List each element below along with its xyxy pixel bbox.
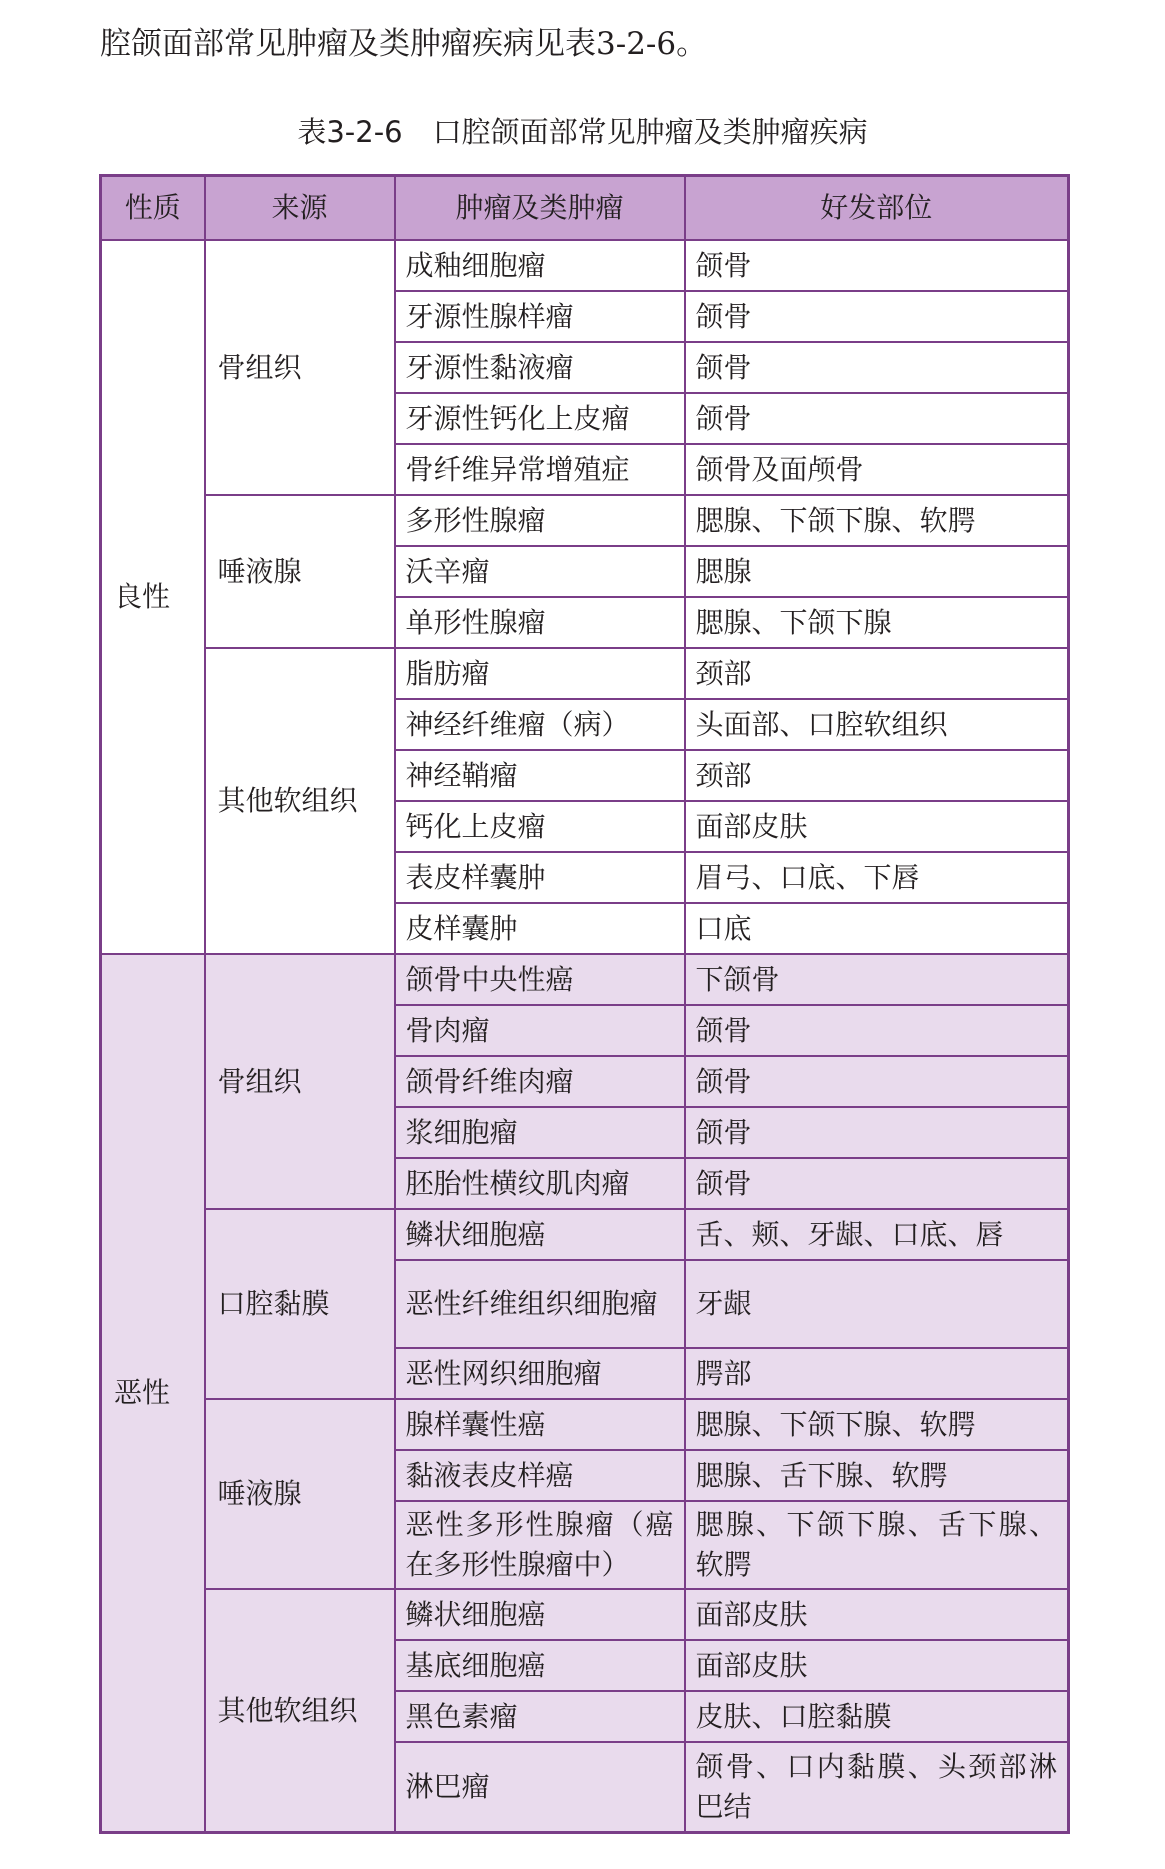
benign-section bbox=[101, 240, 1069, 954]
site-cell: 下颌骨 bbox=[685, 954, 1069, 1005]
source-cell: 唾液腺 bbox=[205, 495, 395, 648]
source-cell: 口腔黏膜 bbox=[205, 1209, 395, 1399]
table-row bbox=[101, 1589, 1069, 1640]
intro-text: 腔颌面部常见肿瘤及类肿瘤疾病见表3-2-6。 bbox=[100, 26, 708, 62]
tumor-cell: 颌骨中央性癌 bbox=[395, 954, 685, 1005]
site-cell: 舌、颊、牙龈、口底、唇 bbox=[685, 1209, 1069, 1260]
tumor-cell: 胚胎性横纹肌肉瘤 bbox=[395, 1158, 685, 1209]
site-cell: 腮腺、下颌下腺 bbox=[685, 597, 1069, 648]
source-cell: 其他软组织 bbox=[205, 1589, 395, 1833]
tumor-cell: 成釉细胞瘤 bbox=[395, 240, 685, 291]
header-source: 来源 bbox=[205, 176, 395, 241]
tumor-cell: 恶性网织细胞瘤 bbox=[395, 1348, 685, 1399]
site-cell: 颌骨 bbox=[685, 1158, 1069, 1209]
tumor-cell: 表皮样囊肿 bbox=[395, 852, 685, 903]
nature-benign: 良性 bbox=[101, 240, 205, 954]
site-cell: 腭部 bbox=[685, 1348, 1069, 1399]
header-tumor: 肿瘤及类肿瘤 bbox=[395, 176, 685, 241]
table-title: 口腔颌面部常见肿瘤及类肿瘤疾病 bbox=[432, 115, 868, 149]
site-cell: 眉弓、口底、下唇 bbox=[685, 852, 1069, 903]
header-nature: 性质 bbox=[101, 176, 205, 241]
site-cell: 口底 bbox=[685, 903, 1069, 954]
table-row bbox=[101, 1399, 1069, 1450]
site-cell: 腮腺 bbox=[685, 546, 1069, 597]
source-cell: 其他软组织 bbox=[205, 648, 395, 954]
site-cell: 腮腺、舌下腺、软腭 bbox=[685, 1450, 1069, 1501]
site-cell: 皮肤、口腔黏膜 bbox=[685, 1691, 1069, 1742]
tumor-cell: 骨纤维异常增殖症 bbox=[395, 444, 685, 495]
site-cell: 腮腺、下颌下腺、软腭 bbox=[685, 1399, 1069, 1450]
table-number: 表3-2-6 bbox=[297, 115, 403, 149]
tumor-cell: 骨肉瘤 bbox=[395, 1005, 685, 1056]
tumor-cell: 腺样囊性癌 bbox=[395, 1399, 685, 1450]
tumor-cell: 牙源性腺样瘤 bbox=[395, 291, 685, 342]
tumor-cell: 神经鞘瘤 bbox=[395, 750, 685, 801]
table-row bbox=[101, 240, 1069, 291]
tumor-cell: 牙源性钙化上皮瘤 bbox=[395, 393, 685, 444]
site-cell: 颌骨 bbox=[685, 1056, 1069, 1107]
site-cell: 颌骨 bbox=[685, 1107, 1069, 1158]
site-cell: 颌骨 bbox=[685, 240, 1069, 291]
header-row bbox=[101, 176, 1069, 241]
table-caption bbox=[0, 112, 1165, 152]
tumor-table bbox=[99, 174, 1070, 1834]
site-cell: 牙龈 bbox=[685, 1260, 1069, 1348]
site-cell: 腮腺、下颌下腺、舌下腺、软腭 bbox=[685, 1501, 1069, 1589]
tumor-cell: 基底细胞癌 bbox=[395, 1640, 685, 1691]
header-site: 好发部位 bbox=[685, 176, 1069, 241]
site-cell: 颈部 bbox=[685, 750, 1069, 801]
tumor-cell: 黏液表皮样癌 bbox=[395, 1450, 685, 1501]
tumor-cell: 浆细胞瘤 bbox=[395, 1107, 685, 1158]
tumor-cell: 鳞状细胞癌 bbox=[395, 1209, 685, 1260]
site-cell: 颌骨、口内黏膜、头颈部淋巴结 bbox=[685, 1742, 1069, 1833]
site-cell: 颌骨 bbox=[685, 393, 1069, 444]
site-cell: 颌骨 bbox=[685, 1005, 1069, 1056]
tumor-cell: 鳞状细胞癌 bbox=[395, 1589, 685, 1640]
site-cell: 颈部 bbox=[685, 648, 1069, 699]
table-row bbox=[101, 648, 1069, 699]
site-cell: 颌骨 bbox=[685, 342, 1069, 393]
tumor-cell: 皮样囊肿 bbox=[395, 903, 685, 954]
site-cell: 颌骨及面颅骨 bbox=[685, 444, 1069, 495]
site-cell: 面部皮肤 bbox=[685, 1589, 1069, 1640]
source-cell: 骨组织 bbox=[205, 954, 395, 1209]
tumor-cell: 沃辛瘤 bbox=[395, 546, 685, 597]
tumor-cell: 神经纤维瘤（病） bbox=[395, 699, 685, 750]
tumor-cell: 多形性腺瘤 bbox=[395, 495, 685, 546]
site-cell: 颌骨 bbox=[685, 291, 1069, 342]
site-cell: 头面部、口腔软组织 bbox=[685, 699, 1069, 750]
tumor-cell: 单形性腺瘤 bbox=[395, 597, 685, 648]
source-cell: 骨组织 bbox=[205, 240, 395, 495]
malignant-section bbox=[101, 954, 1069, 1833]
tumor-cell: 颌骨纤维肉瘤 bbox=[395, 1056, 685, 1107]
tumor-cell: 钙化上皮瘤 bbox=[395, 801, 685, 852]
tumor-cell: 脂肪瘤 bbox=[395, 648, 685, 699]
tumor-cell: 黑色素瘤 bbox=[395, 1691, 685, 1742]
site-cell: 面部皮肤 bbox=[685, 801, 1069, 852]
tumor-cell: 淋巴瘤 bbox=[395, 1742, 685, 1833]
table-row bbox=[101, 954, 1069, 1005]
tumor-cell: 恶性纤维组织细胞瘤 bbox=[395, 1260, 685, 1348]
source-cell: 唾液腺 bbox=[205, 1399, 395, 1589]
tumor-cell: 牙源性黏液瘤 bbox=[395, 342, 685, 393]
site-cell: 腮腺、下颌下腺、软腭 bbox=[685, 495, 1069, 546]
nature-malignant: 恶性 bbox=[101, 954, 205, 1833]
table-row bbox=[101, 1209, 1069, 1260]
tumor-cell: 恶性多形性腺瘤（癌在多形性腺瘤中） bbox=[395, 1501, 685, 1589]
table-row bbox=[101, 495, 1069, 546]
site-cell: 面部皮肤 bbox=[685, 1640, 1069, 1691]
